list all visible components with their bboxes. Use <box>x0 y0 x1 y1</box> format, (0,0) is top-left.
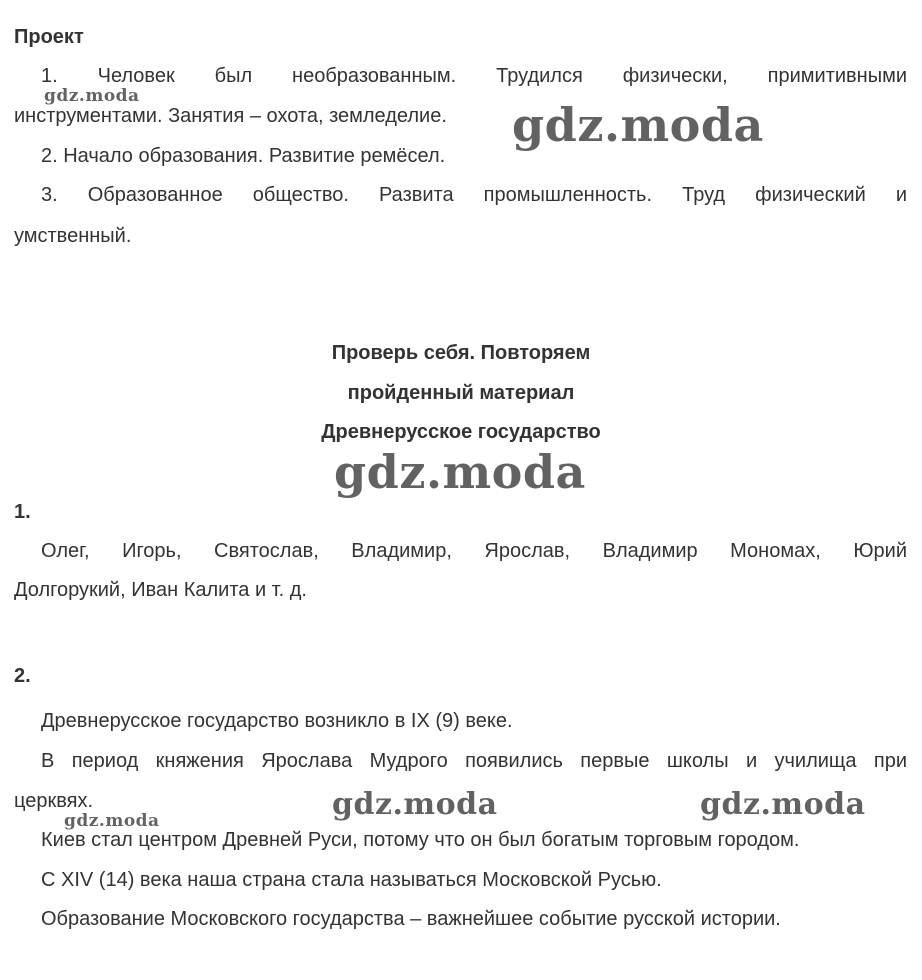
question-2-paragraph-3: Киев стал центром Древней Руси, потому что он был богатым торговым городом. <box>41 829 800 851</box>
project-title: Проект <box>14 26 84 48</box>
question-1-answer-line-2: Долгорукий, Иван Калита и т. д. <box>14 579 307 601</box>
watermark-logo: gdz.moda <box>512 98 764 152</box>
question-2-number: 2. <box>14 665 31 687</box>
watermark-logo: gdz.moda <box>334 445 586 499</box>
question-2-paragraph-1: Древнерусское государство возникло в IX (9) веке. <box>41 710 513 732</box>
project-item-1-line-1: 1. Человек был необразованным. Трудился физически, примитивными <box>41 65 907 87</box>
watermark-logo: gdz.moda <box>44 86 140 106</box>
review-heading-line-3: Древнерусское государство <box>321 421 601 443</box>
project-item-3-line-1: 3. Образованное общество. Развита промышленность. Труд физический и <box>41 184 907 206</box>
project-item-2: 2. Начало образования. Развитие ремёсел. <box>41 145 446 167</box>
question-2-paragraph-5: Образование Московского государства – важнейшее событие русской истории. <box>41 908 781 930</box>
watermark-logo: gdz.moda <box>64 811 160 831</box>
question-1-number: 1. <box>14 501 31 523</box>
review-heading-line-1: Проверь себя. Повторяем <box>331 342 591 364</box>
question-1-answer-line-1: Олег, Игорь, Святослав, Владимир, Ярослав, Владимир Мономах, Юрий <box>41 540 907 562</box>
question-2-paragraph-2-line-2: церквях. <box>14 790 94 812</box>
question-2-paragraph-2-line-1: В период княжения Ярослава Мудрого появились первые школы и училища при <box>41 750 907 772</box>
project-item-1-line-2: инструментами. Занятия – охота, земледелие. <box>14 105 447 127</box>
project-item-3-line-2: умственный. <box>14 225 132 247</box>
review-heading-line-2: пройденный материал <box>347 382 575 404</box>
watermark-logo: gdz.moda <box>700 787 866 822</box>
watermark-logo: gdz.moda <box>332 787 498 822</box>
question-2-paragraph-4: С XIV (14) века наша страна стала называться Московской Русью. <box>41 869 662 891</box>
